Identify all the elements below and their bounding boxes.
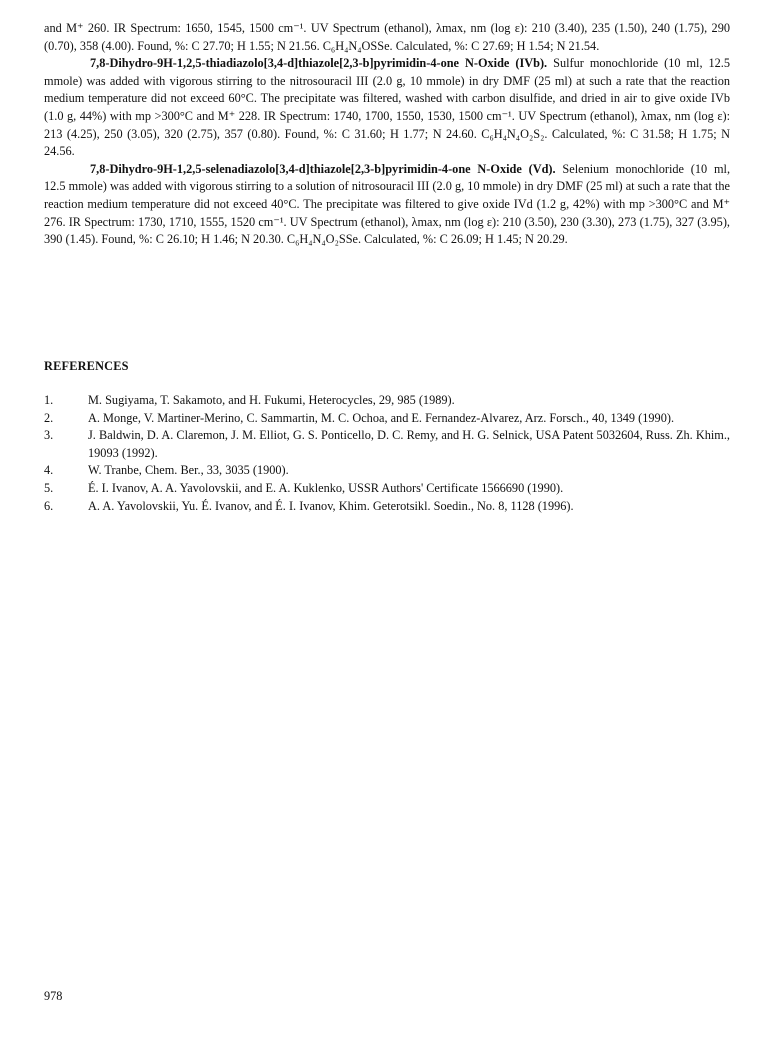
compound-vd-title: 7,8-Dihydro-9H-1,2,5-selenadiazolo[3,4-d]thiazole[2,3-b]pyrimidin-4-one N-Oxide (Vd). [90,161,556,176]
reference-item [44,410,730,428]
reference-item [44,462,730,480]
reference-item [44,480,730,498]
references-list [44,392,730,515]
reference-number: 6. [44,498,54,513]
reference-item [44,392,730,410]
body-text [44,20,730,249]
reference-text: É. I. Ivanov, A. A. Yavolovskii, and E. A. Kuklenko, USSR Authors' Certificate 1566690 (1990). [88,480,564,495]
compound-ivb-title: 7,8-Dihydro-9H-1,2,5-thiadiazolo[3,4-d]thiazole[2,3-b]pyrimidin-4-one N-Oxide (IVb). [90,56,548,71]
reference-item [44,498,730,516]
reference-number: 4. [44,463,54,478]
reference-text: W. Tranbe, Chem. Ber., 33, 3035 (1900). [88,463,289,478]
page-number: 978 [44,989,63,1003]
references-heading: REFERENCES [44,359,129,373]
reference-text: A. Monge, V. Martiner-Merino, C. Sammartin, M. C. Ochoa, and E. Fernandez-Alvarez, Arz. Forsch., 40, 1349 (1990). [88,410,675,425]
compound-vd-text: Selenium monochloride (10 ml, 12.5 mmole) was added with vigorous stirring to a solution of nitrosouracil III (2.0 g, 10 mmole) in dry DMF (25 ml) at such a rate that the reaction medium temperature did not exceed 40°C. The precipitate was filtered to give oxide IVd (1.2 g, 42%) with mp >300°C and M⁺ 276. IR Spectrum: 1730, 1710, 1555, 1520 cm⁻¹. UV Spectrum (ethanol), λmax, nm (log ε): 210 (3.50), 230 (3.30), 273 (1.75), 327 (3.95), 390 (1.45). Found, %: C 26.10; H 1.46; N 20.30. C₆H₄N₄O₂SSe. Calculated, %: C 26.09; H 1.45; N 20.29. [44,161,731,247]
reference-number: 5. [44,480,54,495]
reference-number: 2. [44,410,54,425]
reference-item [44,427,730,462]
paragraph-vd [44,161,730,249]
reference-text: A. A. Yavolovskii, Yu. É. Ivanov, and É. I. Ivanov, Khim. Geterotsikl. Soedin., No. 8, 1128 (1996). [88,498,574,513]
paragraph-ivb [44,55,730,161]
reference-number: 1. [44,393,54,407]
compound-ivb-text: Sulfur monochloride (10 ml, 12.5 mmole) was added with vigorous stirring to the nitrosouracil III (2.0 g, 10 mmole) in dry DMF (25 ml) at such a rate that the reaction medium temperature did not exceed 60°C. The precipitate was filtered, washed with carbon disulfide, and dried in air to give oxide IVb (1.0 g, 44%) with mp >300°C and M⁺ 228. IR Spectrum: 1740, 1700, 1550, 1530, 1500 cm⁻¹. UV Spectrum (ethanol), λmax, nm (log ε): 213 (4.25), 250 (3.05), 320 (2.75), 357 (0.80). Found, %: C 31.60; H 1.77; N 24.60. C₆H₄N₄O₂S₂. Calculated, %: C 31.58; H 1.75; N 24.56. [44,56,731,159]
paragraph-continuation: and M⁺ 260. IR Spectrum: 1650, 1545, 1500 cm⁻¹. UV Spectrum (ethanol), λmax, nm (log ε): 210 (3.40), 235 (1.50), 240 (1.75), 290 (0.70), 358 (4.00). Found, %: C 27.70; H 1.55; N 21.56. C₆H₄N₄OSSe. Calculated, %: C 27.69; H 1.54; N 21.54. [44,21,730,53]
reference-text: M. Sugiyama, T. Sakamoto, and H. Fukumi, Heterocycles, 29, 985 (1989). [88,393,455,407]
reference-text: J. Baldwin, D. A. Claremon, J. M. Elliot, G. S. Ponticello, D. C. Remy, and H. G. Selnick, USA Patent 5032604, Russ. Zh. Khim., 19093 (1992). [88,428,730,460]
reference-number: 3. [44,428,54,443]
